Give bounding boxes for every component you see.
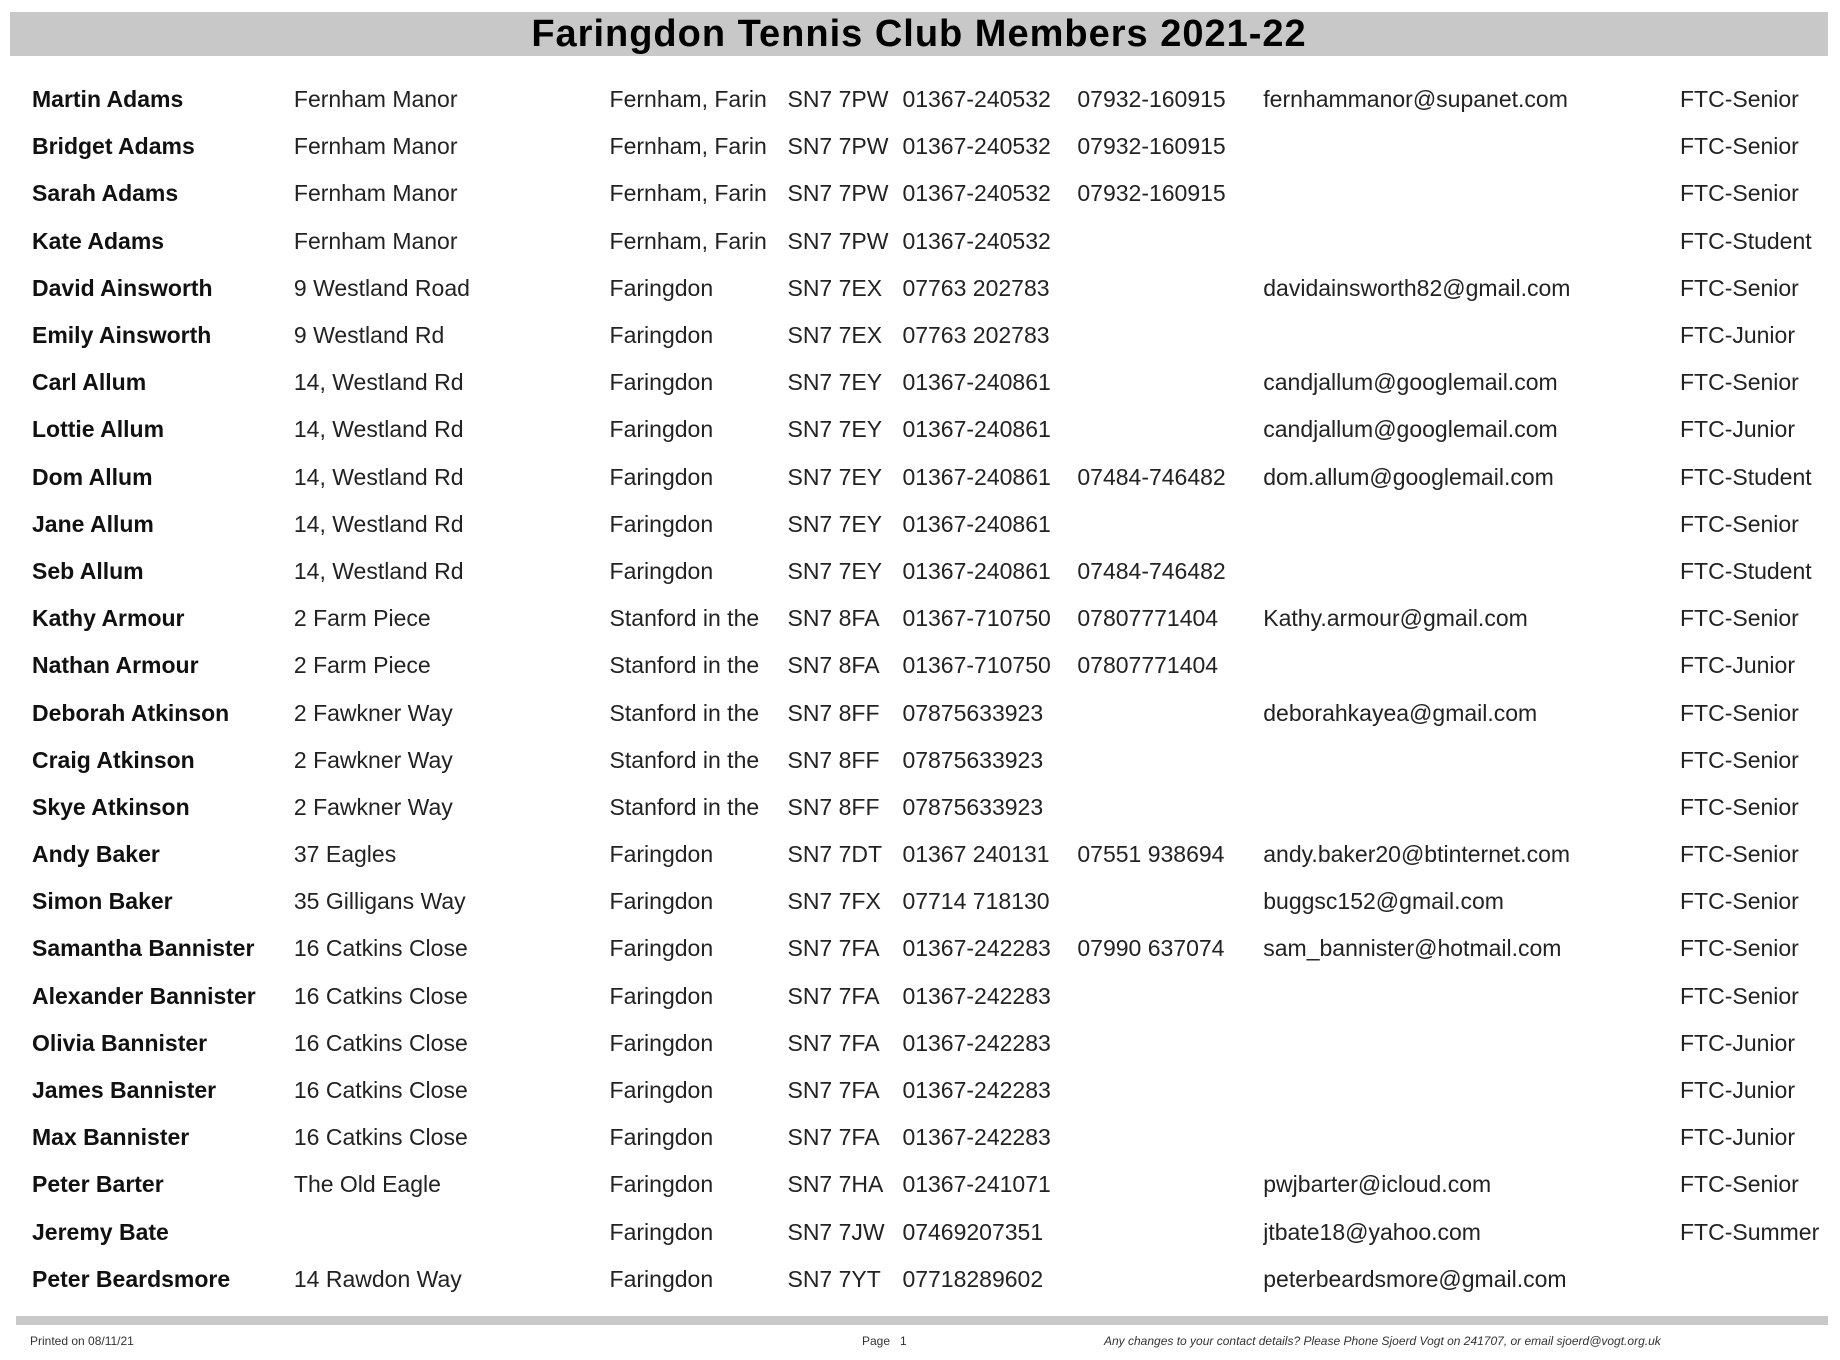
member-category: FTC-Junior: [1679, 322, 1795, 349]
table-row: [32, 1161, 1840, 1208]
member-town: Faringdon: [609, 982, 714, 1009]
member-name: Peter Beardsmore: [32, 1265, 231, 1292]
page-number: 1: [900, 1334, 907, 1348]
table-row: [32, 1114, 1840, 1161]
member-address: 2 Fawkner Way: [293, 699, 453, 726]
member-postcode: SN7 7YT: [787, 1265, 881, 1292]
member-phone: 07763 202783: [902, 274, 1050, 301]
member-phone: 01367-240532: [902, 86, 1051, 113]
member-phone: 01367-242283: [902, 982, 1051, 1009]
member-address: 9 Westland Rd: [293, 322, 445, 349]
member-town: Faringdon: [609, 557, 714, 584]
member-town: Stanford in the: [609, 652, 760, 679]
member-name: Jeremy Bate: [32, 1218, 169, 1245]
member-town: Faringdon: [609, 888, 714, 915]
table-row: [32, 123, 1840, 170]
member-postcode: SN7 7EY: [787, 463, 883, 490]
member-email: [1263, 170, 1680, 217]
member-category: FTC-Senior: [1679, 605, 1799, 632]
member-email: peterbeardsmore@gmail.com: [1263, 1265, 1567, 1292]
member-town: Fernham, Farin: [609, 227, 767, 254]
member-address: 14, Westland Rd: [293, 557, 464, 584]
member-mobile: 07551 938694: [1077, 841, 1225, 868]
member-email: deborahkayea@gmail.com: [1263, 699, 1538, 726]
member-town: Stanford in the: [609, 793, 760, 820]
member-mobile: 07932-160915: [1077, 86, 1226, 113]
member-email: jtbate18@yahoo.com: [1263, 1218, 1481, 1245]
member-mobile: [1077, 406, 1263, 453]
member-email: sam_bannister@hotmail.com: [1263, 935, 1562, 962]
member-address: 2 Farm Piece: [293, 652, 431, 679]
member-name: Kate Adams: [32, 227, 165, 254]
member-address: 14 Rawdon Way: [293, 1265, 462, 1292]
member-postcode: SN7 7EX: [787, 274, 883, 301]
table-row: [32, 76, 1840, 123]
table-row: [32, 737, 1840, 784]
member-category: FTC-Senior: [1679, 841, 1799, 868]
member-address: Fernham Manor: [293, 86, 458, 113]
member-phone: 01367-710750: [902, 652, 1051, 679]
member-mobile: [1077, 1256, 1263, 1303]
member-phone: 01367-710750: [902, 605, 1051, 632]
member-name: Andy Baker: [32, 841, 160, 868]
member-mobile: [1077, 1209, 1263, 1256]
member-address: 2 Farm Piece: [293, 605, 431, 632]
member-name: Dom Allum: [32, 463, 153, 490]
table-row: [32, 689, 1840, 736]
member-address: The Old Eagle: [293, 1171, 441, 1198]
member-category: FTC-Senior: [1679, 274, 1799, 301]
member-category: FTC-Summer: [1679, 1218, 1820, 1245]
member-email: [1263, 1067, 1680, 1114]
member-postcode: SN7 8FF: [787, 793, 880, 820]
table-row: [32, 170, 1840, 217]
member-email: candjallum@googlemail.com: [1263, 369, 1558, 396]
member-email: davidainsworth82@gmail.com: [1263, 274, 1571, 301]
member-postcode: SN7 8FF: [787, 699, 880, 726]
member-category: FTC-Senior: [1679, 369, 1799, 396]
member-category: FTC-Student: [1679, 557, 1812, 584]
page-label: Page: [862, 1334, 891, 1348]
member-postcode: SN7 7PW: [787, 86, 889, 113]
member-town: Faringdon: [609, 1218, 714, 1245]
footer-divider: [16, 1316, 1828, 1325]
table-row: [32, 1209, 1840, 1256]
member-phone: 01367-242283: [902, 1077, 1051, 1104]
member-postcode: SN7 7PW: [787, 180, 889, 207]
member-address: 16 Catkins Close: [293, 982, 468, 1009]
member-category: FTC-Senior: [1679, 699, 1799, 726]
member-name: Max Bannister: [32, 1124, 190, 1151]
member-name: Bridget Adams: [32, 133, 195, 160]
member-postcode: SN7 7JW: [787, 1218, 885, 1245]
table-row: [32, 925, 1840, 972]
member-mobile: 07807771404: [1077, 652, 1219, 679]
member-category: [1680, 1256, 1840, 1303]
member-mobile: [1077, 1020, 1263, 1067]
table-row: [32, 312, 1840, 359]
member-email: buggsc152@gmail.com: [1263, 888, 1504, 915]
member-phone: 07714 718130: [902, 888, 1050, 915]
member-category: FTC-Senior: [1679, 510, 1799, 537]
member-mobile: 07990 637074: [1077, 935, 1225, 962]
table-row: [32, 642, 1840, 689]
member-email: fernhammanor@supanet.com: [1263, 86, 1568, 113]
member-town: Faringdon: [609, 1029, 714, 1056]
page-indicator: [862, 1334, 907, 1348]
member-phone: 07763 202783: [902, 322, 1050, 349]
member-name: Kathy Armour: [32, 605, 185, 632]
member-mobile: [1077, 218, 1263, 265]
member-phone: 01367-240861: [902, 369, 1051, 396]
member-email: [1263, 642, 1680, 689]
member-name: Jane Allum: [32, 510, 154, 537]
member-name: Lottie Allum: [32, 416, 165, 443]
member-mobile: [1077, 312, 1263, 359]
member-category: FTC-Senior: [1679, 935, 1799, 962]
member-phone: 01367-240861: [902, 463, 1051, 490]
member-address: 14, Westland Rd: [293, 416, 464, 443]
member-address: 16 Catkins Close: [293, 1029, 468, 1056]
member-name: Deborah Atkinson: [32, 699, 230, 726]
member-email: candjallum@googlemail.com: [1263, 416, 1558, 443]
member-mobile: [1077, 737, 1263, 784]
member-email: [1263, 737, 1680, 784]
member-email: [1263, 973, 1680, 1020]
member-mobile: 07932-160915: [1077, 180, 1226, 207]
member-phone: 01367-240532: [902, 227, 1051, 254]
member-name: Samantha Bannister: [32, 935, 255, 962]
member-town: Fernham, Farin: [609, 86, 767, 113]
member-town: Faringdon: [609, 369, 714, 396]
member-postcode: SN7 7FA: [787, 1077, 880, 1104]
member-mobile: [1077, 973, 1263, 1020]
member-category: FTC-Junior: [1679, 416, 1795, 443]
member-address: 2 Fawkner Way: [293, 746, 453, 773]
member-town: Stanford in the: [609, 605, 760, 632]
member-postcode: SN7 8FA: [787, 652, 880, 679]
member-mobile: 07484-746482: [1077, 557, 1226, 584]
table-row: [32, 218, 1840, 265]
member-category: FTC-Student: [1679, 463, 1812, 490]
table-row: [32, 454, 1840, 501]
table-row: [32, 784, 1840, 831]
member-phone: 01367-240532: [902, 133, 1051, 160]
member-name: Simon Baker: [32, 888, 173, 915]
member-phone: 01367-240861: [902, 416, 1051, 443]
member-phone: 01367 240131: [902, 841, 1050, 868]
member-postcode: SN7 7EY: [787, 416, 883, 443]
table-row: [32, 831, 1840, 878]
member-town: Faringdon: [609, 1171, 714, 1198]
member-mobile: 07932-160915: [1077, 133, 1226, 160]
member-category: FTC-Junior: [1679, 652, 1795, 679]
member-address: Fernham Manor: [293, 227, 458, 254]
member-phone: 07875633923: [902, 746, 1044, 773]
member-postcode: SN7 7FA: [787, 935, 880, 962]
member-email: [1263, 1114, 1680, 1161]
member-name: Olivia Bannister: [32, 1029, 208, 1056]
member-name: Seb Allum: [32, 557, 144, 584]
member-phone: 07875633923: [902, 793, 1044, 820]
member-mobile: [1077, 265, 1263, 312]
member-address: Fernham Manor: [293, 180, 458, 207]
member-email: [1263, 1020, 1680, 1067]
member-name: Martin Adams: [32, 86, 184, 113]
member-town: Stanford in the: [609, 746, 760, 773]
member-address: 14, Westland Rd: [293, 510, 464, 537]
member-address: 9 Westland Road: [293, 274, 470, 301]
table-row: [32, 406, 1840, 453]
member-phone: 07875633923: [902, 699, 1044, 726]
member-town: Stanford in the: [609, 699, 760, 726]
member-address: 35 Gilligans Way: [293, 888, 466, 915]
member-category: FTC-Senior: [1679, 1171, 1799, 1198]
member-mobile: [1077, 689, 1263, 736]
member-category: FTC-Junior: [1679, 1124, 1795, 1151]
table-row: [32, 878, 1840, 925]
table-row: [32, 359, 1840, 406]
member-mobile: [1077, 784, 1263, 831]
member-email: pwjbarter@icloud.com: [1263, 1171, 1492, 1198]
member-postcode: SN7 8FF: [787, 746, 880, 773]
member-address: 14, Westland Rd: [293, 463, 464, 490]
member-town: Fernham, Farin: [609, 180, 767, 207]
member-address: 16 Catkins Close: [293, 935, 468, 962]
member-name: Nathan Armour: [32, 652, 199, 679]
member-category: FTC-Senior: [1679, 133, 1799, 160]
member-postcode: SN7 8FA: [787, 605, 880, 632]
member-email: [1263, 218, 1680, 265]
member-postcode: SN7 7FA: [787, 1124, 880, 1151]
table-row: [32, 1020, 1840, 1067]
member-postcode: SN7 7PW: [787, 133, 889, 160]
member-category: FTC-Junior: [1679, 1029, 1795, 1056]
member-address: 37 Eagles: [293, 841, 397, 868]
member-email: [1263, 312, 1680, 359]
member-name: Carl Allum: [32, 369, 147, 396]
member-town: Fernham, Farin: [609, 133, 767, 160]
member-name: Alexander Bannister: [32, 982, 256, 1009]
member-postcode: SN7 7EY: [787, 369, 883, 396]
member-town: Faringdon: [609, 463, 714, 490]
member-name: Emily Ainsworth: [32, 322, 212, 349]
member-phone: 01367-241071: [902, 1171, 1051, 1198]
page-title: Faringdon Tennis Club Members 2021-22: [531, 12, 1307, 55]
member-town: Faringdon: [609, 1124, 714, 1151]
member-town: Faringdon: [609, 416, 714, 443]
member-address: 16 Catkins Close: [293, 1124, 468, 1151]
member-email: [1263, 123, 1680, 170]
member-name: Craig Atkinson: [32, 746, 195, 773]
member-email: andy.baker20@btinternet.com: [1263, 841, 1571, 868]
member-name: Peter Barter: [32, 1171, 164, 1198]
title-banner: [10, 12, 1828, 56]
member-category: FTC-Senior: [1679, 982, 1799, 1009]
table-row: [32, 973, 1840, 1020]
member-town: Faringdon: [609, 1077, 714, 1104]
contact-note: Any changes to your contact details? Please Phone Sjoerd Vogt on 241707, or email sjoerd@vogt.org.uk: [1104, 1334, 1661, 1348]
member-town: Faringdon: [609, 510, 714, 537]
member-postcode: SN7 7FA: [787, 982, 880, 1009]
members-table: [32, 76, 1840, 1303]
member-postcode: SN7 7EX: [787, 322, 883, 349]
member-mobile: 07807771404: [1077, 605, 1219, 632]
member-name: James Bannister: [32, 1077, 217, 1104]
member-category: FTC-Senior: [1679, 888, 1799, 915]
member-town: Faringdon: [609, 322, 714, 349]
member-mobile: [1077, 501, 1263, 548]
member-category: FTC-Student: [1679, 227, 1812, 254]
member-email: [1263, 501, 1680, 548]
members-table-body: [32, 76, 1840, 1303]
member-phone: 01367-240861: [902, 510, 1051, 537]
member-postcode: SN7 7EY: [787, 557, 883, 584]
member-town: Faringdon: [609, 1265, 714, 1292]
member-name: Sarah Adams: [32, 180, 179, 207]
member-email: Kathy.armour@gmail.com: [1263, 605, 1528, 632]
member-postcode: SN7 7PW: [787, 227, 889, 254]
member-address: [294, 1209, 610, 1256]
member-phone: 07469207351: [902, 1218, 1044, 1245]
member-postcode: SN7 7FA: [787, 1029, 880, 1056]
member-mobile: [1077, 359, 1263, 406]
printed-date: Printed on 08/11/21: [30, 1334, 134, 1348]
member-postcode: SN7 7HA: [787, 1171, 884, 1198]
member-phone: 07718289602: [902, 1265, 1044, 1292]
member-name: David Ainsworth: [32, 274, 213, 301]
member-phone: 01367-242283: [902, 1029, 1051, 1056]
member-name: Skye Atkinson: [32, 793, 190, 820]
table-row: [32, 265, 1840, 312]
member-town: Faringdon: [609, 935, 714, 962]
member-town: Faringdon: [609, 841, 714, 868]
member-mobile: [1077, 1161, 1263, 1208]
member-postcode: SN7 7DT: [787, 841, 883, 868]
member-address: 14, Westland Rd: [293, 369, 464, 396]
table-row: [32, 548, 1840, 595]
member-category: FTC-Junior: [1679, 1077, 1795, 1104]
table-row: [32, 501, 1840, 548]
member-phone: 01367-240861: [902, 557, 1051, 584]
member-phone: 01367-240532: [902, 180, 1051, 207]
member-email: [1263, 784, 1680, 831]
member-phone: 01367-242283: [902, 1124, 1051, 1151]
member-category: FTC-Senior: [1679, 86, 1799, 113]
member-phone: 01367-242283: [902, 935, 1051, 962]
member-category: FTC-Senior: [1679, 180, 1799, 207]
member-category: FTC-Senior: [1679, 746, 1799, 773]
member-email: [1263, 548, 1680, 595]
member-address: 2 Fawkner Way: [293, 793, 453, 820]
member-mobile: [1077, 1067, 1263, 1114]
table-row: [32, 595, 1840, 642]
table-row: [32, 1067, 1840, 1114]
table-row: [32, 1256, 1840, 1303]
member-mobile: 07484-746482: [1077, 463, 1226, 490]
member-postcode: SN7 7FX: [787, 888, 881, 915]
member-mobile: [1077, 878, 1263, 925]
member-town: Faringdon: [609, 274, 714, 301]
member-category: FTC-Senior: [1679, 793, 1799, 820]
member-address: Fernham Manor: [293, 133, 458, 160]
member-email: dom.allum@googlemail.com: [1263, 463, 1554, 490]
member-postcode: SN7 7EY: [787, 510, 883, 537]
member-address: 16 Catkins Close: [293, 1077, 468, 1104]
member-mobile: [1077, 1114, 1263, 1161]
